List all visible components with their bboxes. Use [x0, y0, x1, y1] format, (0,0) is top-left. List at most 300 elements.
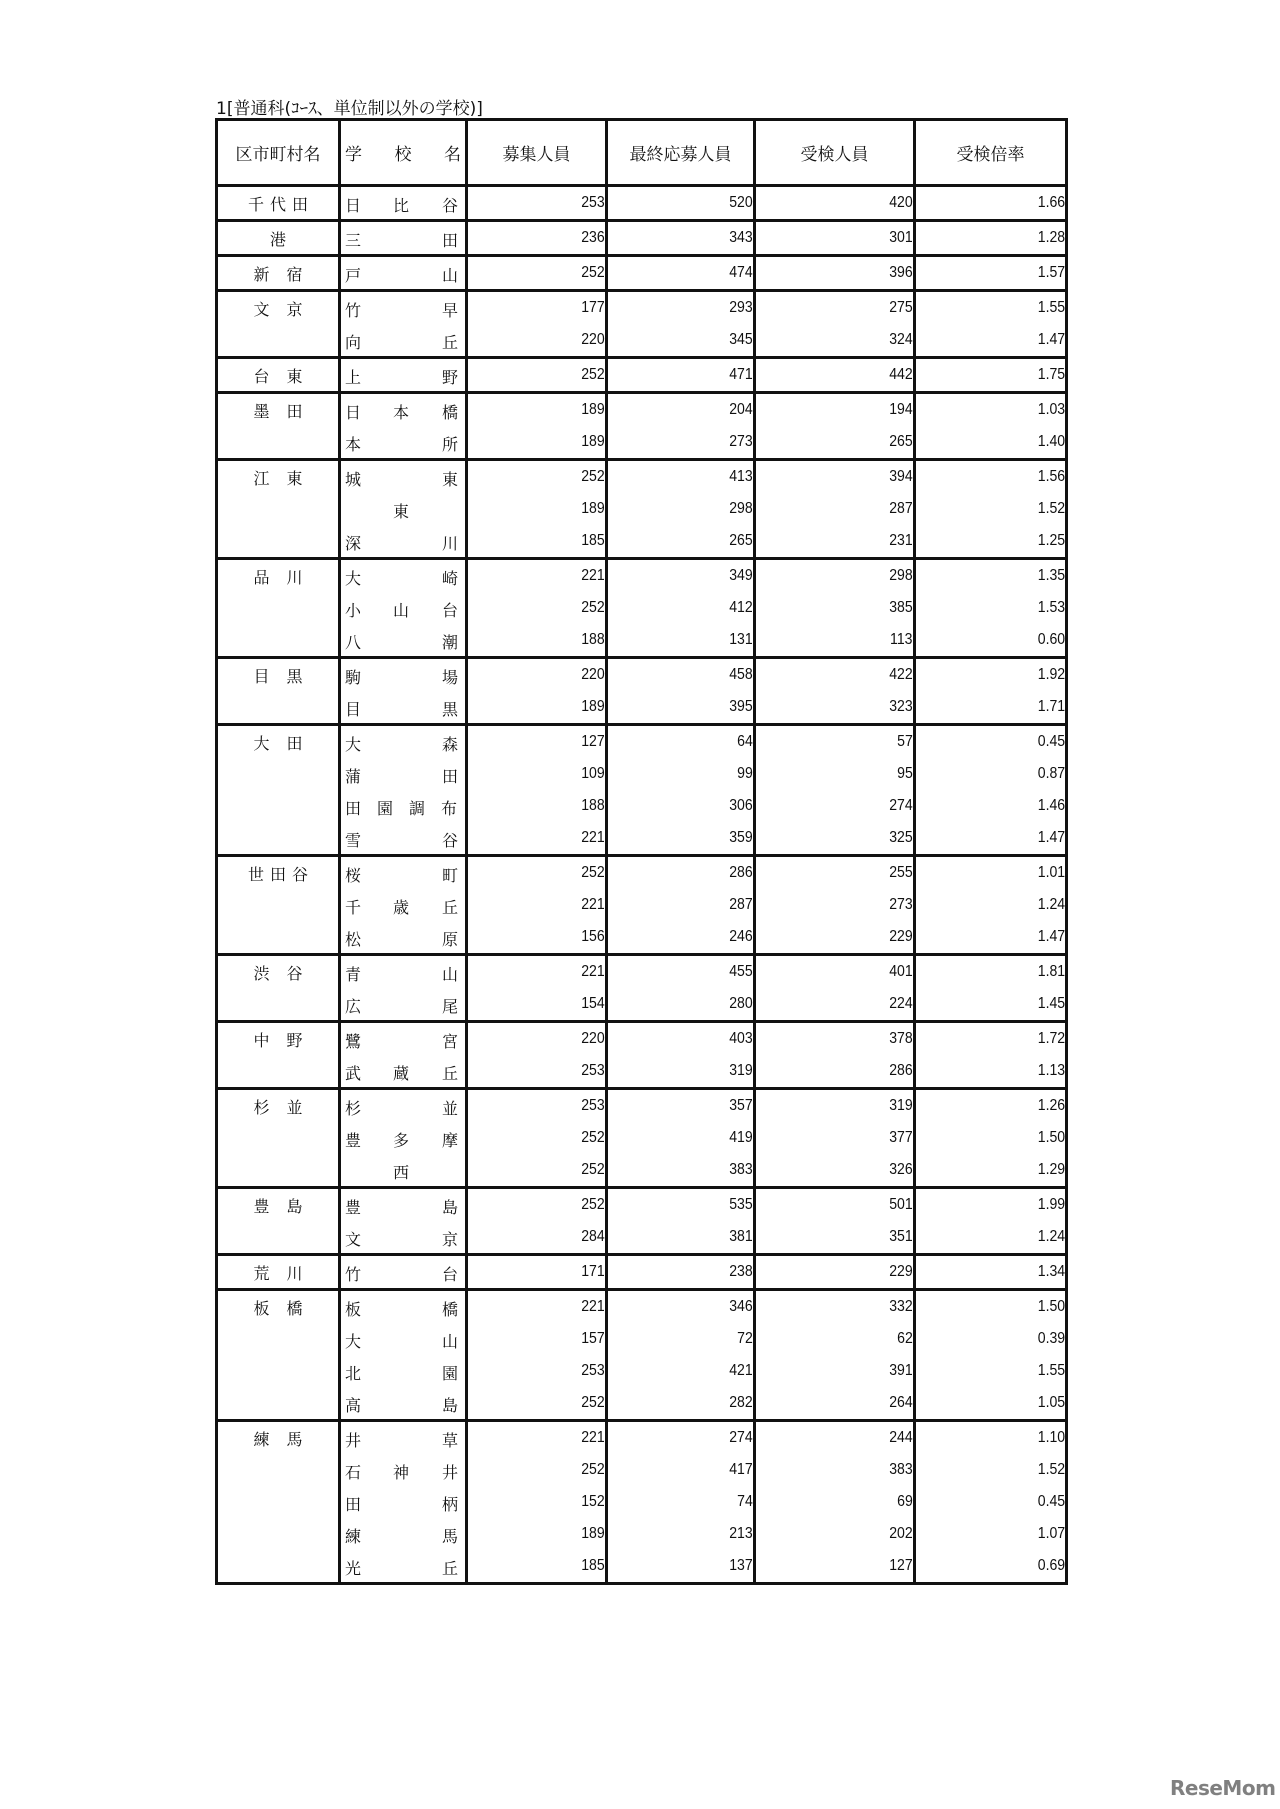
school-name-char: 東 — [393, 502, 410, 521]
capacity-cell — [467, 1518, 607, 1550]
school-cell — [340, 1089, 467, 1123]
examinees-cell-value: 194 — [889, 401, 913, 418]
school-name-char: 光 — [345, 1559, 362, 1578]
final-applicants-cell-value: 306 — [729, 797, 753, 814]
final-applicants-cell — [607, 1255, 755, 1290]
final-applicants-cell — [607, 1518, 755, 1550]
final-applicants-cell — [607, 1454, 755, 1486]
table-row — [217, 221, 1067, 256]
capacity-cell-value: 253 — [581, 1097, 605, 1114]
ward-cell — [217, 889, 340, 921]
capacity-cell-value: 189 — [581, 401, 605, 418]
capacity-cell — [467, 725, 607, 759]
table-row — [217, 393, 1067, 427]
examinees-cell-value: 244 — [889, 1429, 913, 1446]
examinees-cell-value: 202 — [889, 1525, 913, 1542]
school-cell — [340, 725, 467, 759]
table-row — [217, 559, 1067, 593]
final-applicants-cell — [607, 758, 755, 790]
examinees-cell — [755, 1122, 915, 1154]
admissions-table — [215, 118, 1068, 1585]
final-applicants-cell-value: 395 — [729, 698, 753, 715]
school-name-char: 八 — [345, 633, 362, 652]
header-school-char: 名 — [444, 145, 461, 165]
ratio-cell — [915, 1154, 1067, 1188]
school-name-char: 丘 — [442, 333, 459, 352]
examinees-cell — [755, 790, 915, 822]
table-row — [217, 1421, 1067, 1455]
ward-cell — [217, 186, 340, 221]
school-name-char: 黒 — [442, 700, 459, 719]
school-name-char: 小 — [345, 601, 362, 620]
examinees-cell-value: 274 — [889, 797, 913, 814]
table-row — [217, 1550, 1067, 1584]
school-name-char: 島 — [442, 1198, 459, 1217]
school-name-char: 大 — [345, 1332, 362, 1351]
final-applicants-cell — [607, 1154, 755, 1188]
school-name-char: 田 — [442, 231, 459, 250]
ratio-cell-value: 1.24 — [1037, 1228, 1065, 1245]
examinees-cell — [755, 1022, 915, 1056]
ratio-cell-value: 1.07 — [1037, 1525, 1065, 1542]
examinees-cell — [755, 393, 915, 427]
ward-cell — [217, 460, 340, 494]
final-applicants-cell-value: 74 — [737, 1493, 753, 1510]
ward-cell — [217, 358, 340, 393]
ward-cell — [217, 822, 340, 856]
final-applicants-cell — [607, 256, 755, 291]
school-cell — [340, 1454, 467, 1486]
ratio-cell-value: 1.05 — [1037, 1394, 1065, 1411]
examinees-cell-value: 351 — [889, 1228, 913, 1245]
capacity-cell-value: 127 — [581, 733, 605, 750]
school-name-char: 東 — [442, 470, 459, 489]
final-applicants-cell — [607, 1387, 755, 1421]
capacity-cell-value: 220 — [581, 1030, 605, 1047]
capacity-cell-value: 220 — [581, 666, 605, 683]
ratio-cell — [915, 1550, 1067, 1584]
ratio-cell — [915, 1055, 1067, 1089]
ward-cell — [217, 758, 340, 790]
ward-cell — [217, 725, 340, 759]
capacity-cell — [467, 691, 607, 725]
capacity-cell — [467, 460, 607, 494]
school-name-char: 京 — [442, 1230, 459, 1249]
ward-cell — [217, 221, 340, 256]
school-name-char: 井 — [442, 1463, 459, 1482]
school-name-char: 所 — [442, 435, 459, 454]
final-applicants-cell-value: 413 — [729, 468, 753, 485]
ward-cell — [217, 1387, 340, 1421]
header-school — [340, 120, 467, 186]
ratio-cell — [915, 955, 1067, 989]
examinees-cell — [755, 988, 915, 1022]
school-name-char: 文 — [345, 1230, 362, 1249]
capacity-cell — [467, 1290, 607, 1324]
capacity-cell-value: 252 — [581, 864, 605, 881]
ratio-cell — [915, 393, 1067, 427]
ratio-cell-value: 1.25 — [1037, 532, 1065, 549]
capacity-cell — [467, 1454, 607, 1486]
school-name-char: 園 — [442, 1364, 459, 1383]
capacity-cell — [467, 921, 607, 955]
ratio-cell-value: 1.52 — [1037, 500, 1065, 517]
school-name-char: 橋 — [442, 403, 459, 422]
ratio-cell — [915, 460, 1067, 494]
ratio-cell — [915, 1290, 1067, 1324]
capacity-cell-value: 189 — [581, 500, 605, 517]
ward-name: 文 京 — [253, 299, 309, 319]
final-applicants-cell — [607, 1550, 755, 1584]
school-name-char: 丘 — [442, 1064, 459, 1083]
school-name-char: 田 — [345, 1495, 362, 1514]
examinees-cell — [755, 955, 915, 989]
school-name-char: 宮 — [442, 1032, 459, 1051]
table-row — [217, 1089, 1067, 1123]
ratio-cell-value: 1.45 — [1037, 995, 1065, 1012]
examinees-cell-value: 229 — [889, 1263, 913, 1280]
capacity-cell — [467, 1255, 607, 1290]
school-name-char: 板 — [345, 1300, 362, 1319]
school-name-char: 原 — [442, 930, 459, 949]
final-applicants-cell — [607, 1221, 755, 1255]
capacity-cell — [467, 1188, 607, 1222]
ratio-cell — [915, 1323, 1067, 1355]
school-cell — [340, 1421, 467, 1455]
ratio-cell-value: 0.45 — [1037, 733, 1065, 750]
examinees-cell — [755, 1154, 915, 1188]
final-applicants-cell — [607, 358, 755, 393]
examinees-cell — [755, 1518, 915, 1550]
ratio-cell-value: 1.75 — [1037, 366, 1065, 383]
ward-name: 練 馬 — [253, 1429, 309, 1449]
ratio-cell-value: 0.69 — [1037, 1557, 1065, 1574]
school-name-char: 戸 — [345, 266, 362, 285]
ratio-cell-value: 1.53 — [1037, 599, 1065, 616]
school-name-char: 大 — [345, 569, 362, 588]
final-applicants-cell — [607, 426, 755, 460]
ward-cell — [217, 393, 340, 427]
ratio-cell — [915, 525, 1067, 559]
final-applicants-cell — [607, 691, 755, 725]
examinees-cell — [755, 856, 915, 890]
capacity-cell-value: 252 — [581, 1196, 605, 1213]
final-applicants-cell — [607, 790, 755, 822]
examinees-cell — [755, 1454, 915, 1486]
ratio-cell — [915, 1188, 1067, 1222]
ratio-cell-value: 1.47 — [1037, 829, 1065, 846]
examinees-cell-value: 57 — [897, 733, 913, 750]
final-applicants-cell-value: 520 — [729, 194, 753, 211]
final-applicants-cell — [607, 988, 755, 1022]
school-name-char: 蒲 — [345, 767, 362, 786]
table-row — [217, 291, 1067, 325]
ratio-cell-value: 0.60 — [1037, 631, 1065, 648]
examinees-cell — [755, 1550, 915, 1584]
ward-cell — [217, 1454, 340, 1486]
ratio-cell — [915, 1122, 1067, 1154]
table-row — [217, 1387, 1067, 1421]
examinees-cell — [755, 291, 915, 325]
table-title: 1[普通科(ｺｰｽ、単位制以外の学校)] — [216, 99, 483, 119]
capacity-cell-value: 109 — [581, 765, 605, 782]
ward-cell — [217, 256, 340, 291]
table-row — [217, 658, 1067, 692]
ratio-cell-value: 1.81 — [1037, 963, 1065, 980]
ward-cell — [217, 790, 340, 822]
capacity-cell — [467, 358, 607, 393]
school-name-char: 向 — [345, 333, 362, 352]
final-applicants-cell — [607, 493, 755, 525]
school-cell — [340, 559, 467, 593]
final-applicants-cell-value: 455 — [729, 963, 753, 980]
ward-cell — [217, 1290, 340, 1324]
school-cell — [340, 1122, 467, 1154]
ratio-cell-value: 1.47 — [1037, 928, 1065, 945]
final-applicants-cell — [607, 1421, 755, 1455]
school-cell — [340, 1055, 467, 1089]
examinees-cell — [755, 1486, 915, 1518]
school-cell — [340, 426, 467, 460]
school-cell — [340, 624, 467, 658]
final-applicants-cell-value: 319 — [729, 1062, 753, 1079]
header-ratio: 受検倍率 — [915, 120, 1067, 186]
school-name-char: 潮 — [442, 633, 459, 652]
ward-cell — [217, 658, 340, 692]
final-applicants-cell — [607, 393, 755, 427]
school-name-char: 豊 — [345, 1198, 362, 1217]
examinees-cell — [755, 1188, 915, 1222]
examinees-cell-value: 286 — [889, 1062, 913, 1079]
school-cell — [340, 592, 467, 624]
table-row — [217, 1122, 1067, 1154]
ratio-cell-value: 1.40 — [1037, 433, 1065, 450]
capacity-cell-value: 221 — [581, 1298, 605, 1315]
capacity-cell-value: 221 — [581, 829, 605, 846]
school-name-char: 園 — [377, 799, 394, 818]
ratio-cell — [915, 790, 1067, 822]
ward-cell — [217, 955, 340, 989]
school-cell — [340, 790, 467, 822]
examinees-cell-value: 298 — [889, 567, 913, 584]
ward-cell — [217, 1486, 340, 1518]
school-name-char: 山 — [393, 601, 410, 620]
capacity-cell — [467, 1122, 607, 1154]
examinees-cell — [755, 426, 915, 460]
examinees-cell-value: 391 — [889, 1362, 913, 1379]
school-cell — [340, 1154, 467, 1188]
ratio-cell-value: 1.01 — [1037, 864, 1065, 881]
school-name-char: 井 — [345, 1431, 362, 1450]
school-cell — [340, 1221, 467, 1255]
examinees-cell — [755, 358, 915, 393]
ratio-cell — [915, 758, 1067, 790]
ratio-cell-value: 0.45 — [1037, 1493, 1065, 1510]
ratio-cell-value: 1.46 — [1037, 797, 1065, 814]
examinees-cell — [755, 1323, 915, 1355]
table-row — [217, 725, 1067, 759]
final-applicants-cell-value: 265 — [729, 532, 753, 549]
ward-name: 中 野 — [253, 1030, 309, 1050]
school-name-char: 摩 — [442, 1131, 459, 1150]
examinees-cell-value: 383 — [889, 1461, 913, 1478]
school-cell — [340, 358, 467, 393]
school-name-char: 丘 — [442, 1559, 459, 1578]
examinees-cell-value: 319 — [889, 1097, 913, 1114]
ratio-cell — [915, 493, 1067, 525]
school-name-char: 町 — [442, 866, 459, 885]
ward-name: 墨 田 — [253, 401, 309, 421]
examinees-cell — [755, 725, 915, 759]
final-applicants-cell-value: 246 — [729, 928, 753, 945]
school-name-char: 田 — [345, 799, 362, 818]
ratio-cell-value: 1.55 — [1037, 1362, 1065, 1379]
ratio-cell-value: 1.24 — [1037, 896, 1065, 913]
examinees-cell-value: 255 — [889, 864, 913, 881]
table-row — [217, 460, 1067, 494]
table-row — [217, 988, 1067, 1022]
capacity-cell — [467, 324, 607, 358]
final-applicants-cell — [607, 856, 755, 890]
school-name-char: 竹 — [345, 301, 362, 320]
capacity-cell — [467, 790, 607, 822]
table-row — [217, 592, 1067, 624]
school-cell — [340, 1188, 467, 1222]
school-cell — [340, 460, 467, 494]
final-applicants-cell-value: 383 — [729, 1161, 753, 1178]
capacity-cell — [467, 1421, 607, 1455]
examinees-cell-value: 273 — [889, 896, 913, 913]
school-cell — [340, 889, 467, 921]
ward-cell — [217, 1055, 340, 1089]
examinees-cell-value: 396 — [889, 264, 913, 281]
ratio-cell — [915, 1022, 1067, 1056]
examinees-cell — [755, 758, 915, 790]
final-applicants-cell — [607, 324, 755, 358]
ratio-cell-value: 1.66 — [1037, 194, 1065, 211]
capacity-cell-value: 157 — [581, 1330, 605, 1347]
final-applicants-cell — [607, 1188, 755, 1222]
ward-name: 板 橋 — [253, 1298, 309, 1318]
capacity-cell-value: 185 — [581, 1557, 605, 1574]
ratio-cell-value: 0.39 — [1037, 1330, 1065, 1347]
resemom-logo: ReseMom — [1170, 1776, 1276, 1800]
table-row — [217, 256, 1067, 291]
table-row — [217, 1290, 1067, 1324]
capacity-cell — [467, 493, 607, 525]
capacity-cell — [467, 889, 607, 921]
final-applicants-cell — [607, 460, 755, 494]
ward-name: 荒 川 — [253, 1263, 309, 1283]
examinees-cell-value: 229 — [889, 928, 913, 945]
final-applicants-cell-value: 535 — [729, 1196, 753, 1213]
final-applicants-cell — [607, 1089, 755, 1123]
school-cell — [340, 856, 467, 890]
final-applicants-cell-value: 280 — [729, 995, 753, 1012]
examinees-cell-value: 323 — [889, 698, 913, 715]
school-name-char: 橋 — [442, 1300, 459, 1319]
final-applicants-cell-value: 298 — [729, 500, 753, 517]
examinees-cell-value: 113 — [890, 631, 913, 648]
school-cell — [340, 1387, 467, 1421]
capacity-cell-value: 189 — [581, 698, 605, 715]
ward-name: 品 川 — [253, 567, 309, 587]
ward-cell — [217, 426, 340, 460]
capacity-cell-value: 177 — [581, 299, 605, 316]
capacity-cell-value: 188 — [581, 797, 605, 814]
examinees-cell — [755, 460, 915, 494]
examinees-cell — [755, 691, 915, 725]
ratio-cell-value: 0.87 — [1037, 765, 1065, 782]
table-row — [217, 624, 1067, 658]
table-row — [217, 358, 1067, 393]
ward-cell — [217, 921, 340, 955]
school-name-char: 雪 — [345, 831, 362, 850]
table-row — [217, 856, 1067, 890]
school-name-char: 千 — [345, 898, 362, 917]
school-name-char: 田 — [442, 767, 459, 786]
ratio-cell — [915, 1421, 1067, 1455]
capacity-cell-value: 156 — [581, 928, 605, 945]
capacity-cell-value: 252 — [581, 1129, 605, 1146]
school-cell — [340, 691, 467, 725]
ratio-cell-value: 1.26 — [1037, 1097, 1065, 1114]
school-cell — [340, 221, 467, 256]
ward-cell — [217, 1550, 340, 1584]
ward-cell — [217, 1518, 340, 1550]
table-row — [217, 955, 1067, 989]
ratio-cell — [915, 921, 1067, 955]
table-row — [217, 1221, 1067, 1255]
examinees-cell-value: 401 — [889, 963, 913, 980]
final-applicants-cell-value: 274 — [729, 1429, 753, 1446]
ward-cell — [217, 1122, 340, 1154]
header-examinees: 受検人員 — [755, 120, 915, 186]
capacity-cell-value: 252 — [581, 468, 605, 485]
ward-cell — [217, 324, 340, 358]
examinees-cell — [755, 256, 915, 291]
final-applicants-cell-value: 273 — [729, 433, 753, 450]
school-cell — [340, 758, 467, 790]
ward-cell — [217, 559, 340, 593]
examinees-cell — [755, 186, 915, 221]
header-school-char: 学 — [345, 145, 362, 165]
final-applicants-cell-value: 421 — [729, 1362, 753, 1379]
examinees-cell-value: 325 — [889, 829, 913, 846]
final-applicants-cell — [607, 1022, 755, 1056]
school-name-char: 山 — [442, 965, 459, 984]
ward-cell — [217, 1154, 340, 1188]
header-capacity: 募集人員 — [467, 120, 607, 186]
school-cell — [340, 658, 467, 692]
school-name-char: 谷 — [442, 196, 459, 215]
final-applicants-cell — [607, 186, 755, 221]
examinees-cell-value: 127 — [889, 1557, 913, 1574]
capacity-cell-value: 284 — [581, 1228, 605, 1245]
ratio-cell — [915, 291, 1067, 325]
school-name-char: 本 — [393, 403, 410, 422]
school-cell — [340, 291, 467, 325]
examinees-cell — [755, 221, 915, 256]
capacity-cell-value: 221 — [581, 567, 605, 584]
capacity-cell — [467, 658, 607, 692]
capacity-cell — [467, 525, 607, 559]
capacity-cell-value: 221 — [581, 896, 605, 913]
capacity-cell — [467, 1154, 607, 1188]
ward-name: 目 黒 — [253, 666, 309, 686]
table-row — [217, 525, 1067, 559]
ward-cell — [217, 1089, 340, 1123]
